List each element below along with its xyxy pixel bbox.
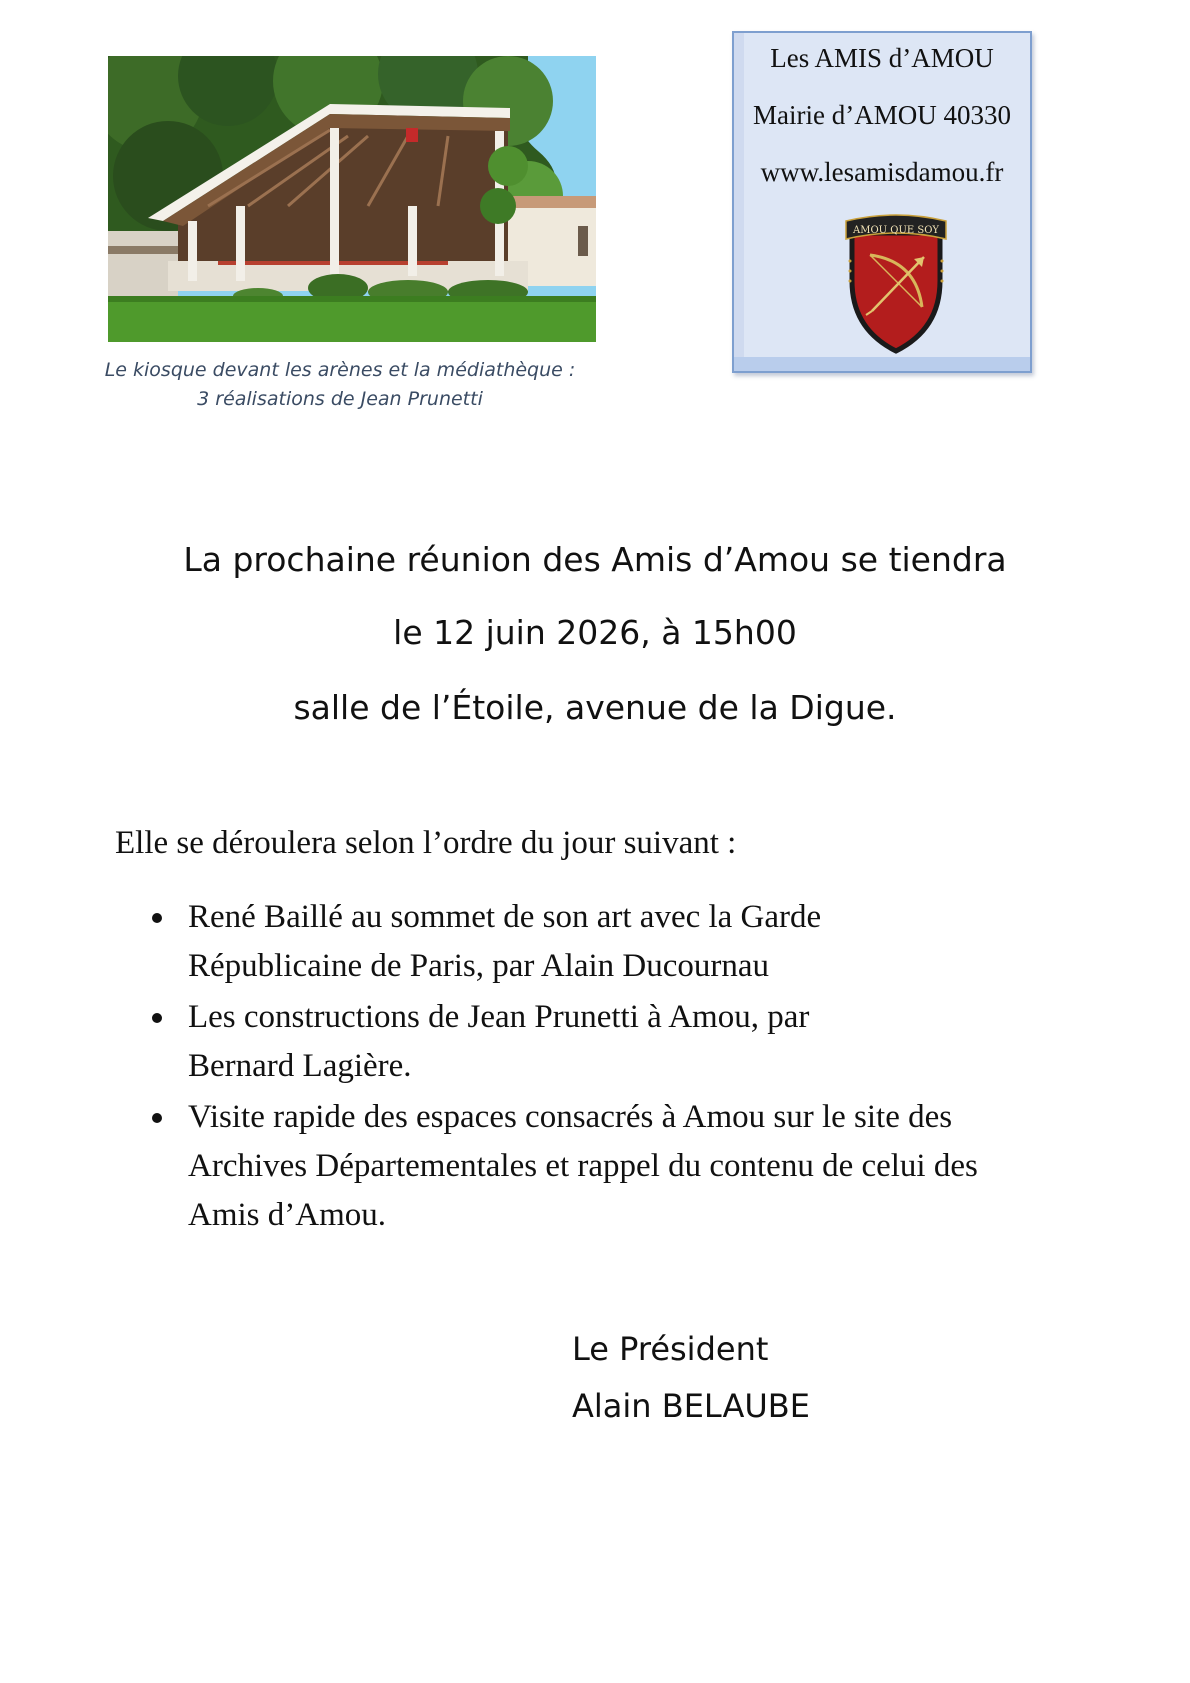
- agenda-item-line: Archives Départementales et rappel du contenu de celui des: [188, 1148, 978, 1184]
- announcement-date: le 12 juin 2026, à 15h00: [393, 613, 797, 652]
- agenda-intro: Elle se déroulera selon l’ordre du jour suivant :: [115, 825, 737, 861]
- agenda-item-line: Amis d’Amou.: [188, 1197, 386, 1233]
- signature-name: Alain BELAUBE: [572, 1387, 810, 1425]
- agenda-item-line: Visite rapide des espaces consacrés à Amou sur le site des: [188, 1099, 953, 1135]
- agenda-item-line: Bernard Lagière.: [188, 1048, 412, 1084]
- photo-caption: [60, 356, 620, 414]
- agenda-list: [150, 893, 1070, 1242]
- association-address: Mairie d’AMOU 40330: [753, 100, 1011, 130]
- agenda-item-line: Les constructions de Jean Prunetti à Amou, par: [188, 999, 810, 1035]
- svg-text:AMOU QUE SOY: AMOU QUE SOY: [852, 225, 940, 236]
- bullet-icon: [152, 1013, 162, 1023]
- bullet-icon: [152, 913, 162, 923]
- agenda-item: [150, 1093, 1070, 1240]
- amou-coat-of-arms-icon: [842, 211, 950, 357]
- agenda-item: [150, 993, 1070, 1091]
- agenda-item: [150, 893, 1070, 991]
- agenda-item-line: Républicaine de Paris, par Alain Ducournau: [188, 948, 769, 984]
- signature-title: Le Président: [572, 1330, 769, 1368]
- bullet-icon: [152, 1113, 162, 1123]
- agenda-item-line: René Baillé au sommet de son art avec la Garde: [188, 899, 822, 935]
- caption-line-1: Le kiosque devant les arènes et la médiathèque :: [104, 359, 576, 381]
- announcement-line-1: La prochaine réunion des Amis d’Amou se tiendra: [183, 540, 1007, 579]
- association-address-box: [732, 31, 1032, 373]
- association-name: Les AMIS d’AMOU: [770, 43, 994, 73]
- announcement-location: salle de l’Étoile, avenue de la Digue.: [293, 688, 897, 727]
- kiosk-photo: [108, 56, 596, 342]
- association-website: www.lesamisdamou.fr: [760, 157, 1004, 187]
- caption-line-2: 3 réalisations de Jean Prunetti: [197, 388, 483, 410]
